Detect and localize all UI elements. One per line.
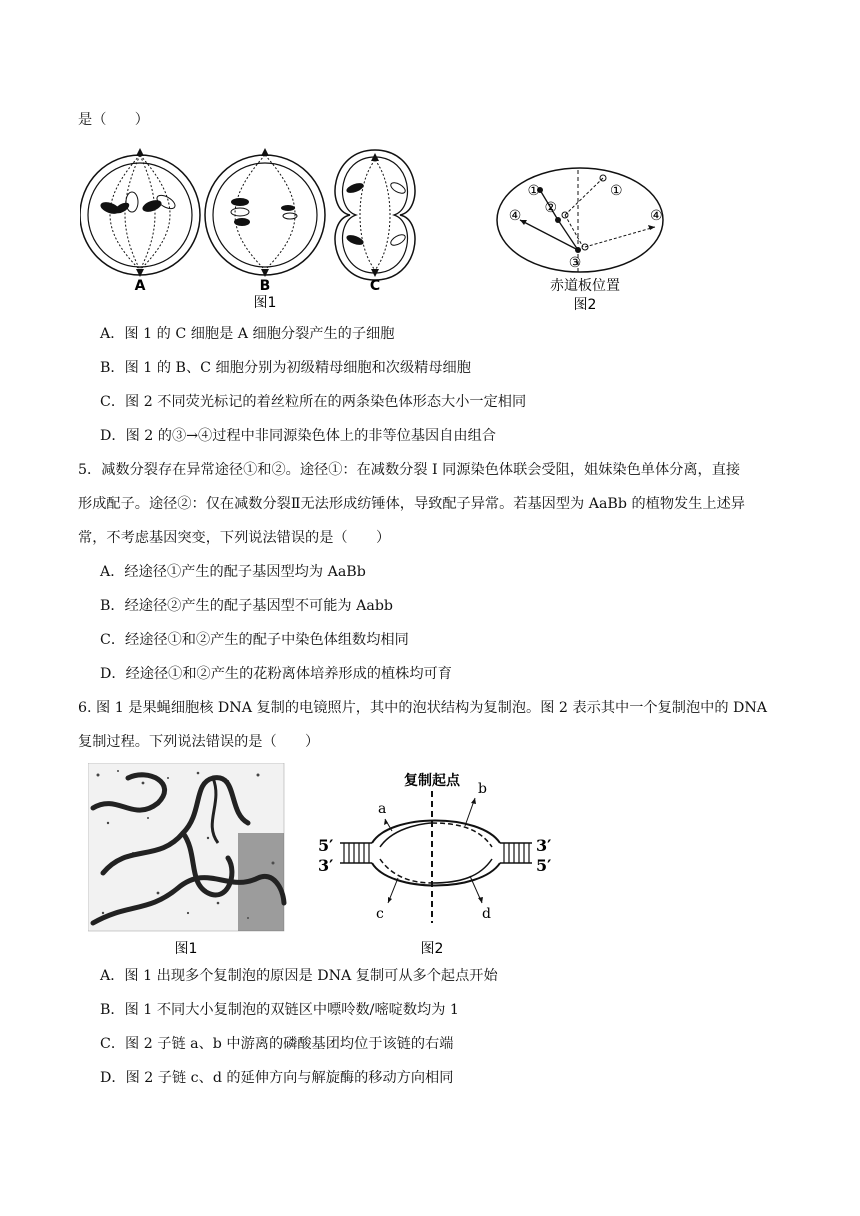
strand-b-label: b xyxy=(478,781,487,797)
q4-stem-tail: 是（ ） xyxy=(78,112,149,128)
q6-stem-line-2: 复制过程。下列说法错误的是（ ） xyxy=(78,734,320,750)
q5-option-c: C．经途径①和②产生的配子中染色体组数均相同 xyxy=(100,632,409,648)
q4-option-b: B．图 1 的 B、C 细胞分别为初级精母细胞和次级精母细胞 xyxy=(100,360,471,376)
strand-d-label: d xyxy=(482,906,491,922)
q6-option-d: D．图 2 子链 c、d 的延伸方向与解旋酶的移动方向相同 xyxy=(100,1070,454,1086)
cell-a-label: A xyxy=(134,278,146,294)
cell-b-label: B xyxy=(259,278,271,294)
q6-figure1-em-photo xyxy=(88,763,288,958)
q6-figure2-replication-bubble xyxy=(310,763,560,958)
q5-stem-line-3: 常，不考虑基因突变，下列说法错误的是（ ） xyxy=(78,530,391,546)
q4-fig2-caption: 图2 xyxy=(573,297,597,313)
q5-stem-line-2: 形成配子。途径②：仅在减数分裂Ⅱ无法形成纺锤体，导致配子异常。若基因型为 AaBb 的植物发生上述异 xyxy=(78,496,745,512)
marker-2: ② xyxy=(544,200,557,216)
strand-a-label: a xyxy=(378,801,387,817)
q4-figure2 xyxy=(495,165,695,315)
q4-option-a: A．图 1 的 C 细胞是 A 细胞分裂产生的子细胞 xyxy=(100,326,395,342)
marker-1: ① xyxy=(527,183,540,199)
q6-option-a: A．图 1 出现多个复制泡的原因是 DNA 复制可从多个起点开始 xyxy=(100,968,498,984)
right-bottom-end: 5′ xyxy=(536,856,552,875)
q4-option-d: D．图 2 的③→④过程中非同源染色体上的非等位基因自由组合 xyxy=(100,428,496,444)
equatorial-plate-label: 赤道板位置 xyxy=(550,278,620,294)
left-top-end: 5′ xyxy=(318,836,334,855)
cell-b xyxy=(205,148,325,277)
q6-option-c: C．图 2 子链 a、b 中游离的磷酸基团均位于该链的右端 xyxy=(100,1036,454,1052)
cell-c xyxy=(335,150,415,280)
marker-3: ③ xyxy=(568,255,582,271)
q6-fig2-caption: 图2 xyxy=(420,941,444,957)
right-top-end: 3′ xyxy=(536,836,552,855)
q6-fig1-caption: 图1 xyxy=(174,941,198,957)
strand-c-label: c xyxy=(376,906,384,922)
q6-option-b: B．图 1 不同大小复制泡的双链区中嘌呤数/嘧啶数均为 1 xyxy=(100,1002,459,1018)
marker-4b: ④ xyxy=(650,208,663,224)
q5-option-d: D．经途径①和②产生的花粉离体培养形成的植株均可育 xyxy=(100,666,452,682)
q6-stem-line-1: 6. 图 1 是果蝇细胞核 DNA 复制的电镜照片，其中的泡状结构为复制泡。图 2 表示其中一个复制泡中的 DNA xyxy=(78,700,768,716)
marker-1b: ① xyxy=(610,183,623,199)
q5-option-b: B．经途径②产生的配子基因型不可能为 Aabb xyxy=(100,598,393,614)
origin-label: 复制起点 xyxy=(404,773,460,789)
q5-stem-line-1: 5．减数分裂存在异常途径①和②。途径①：在减数分裂 I 同源染色体联会受阻，姐妹染色单体分离，直接 xyxy=(78,462,741,478)
marker-4: ④ xyxy=(508,208,522,224)
cell-a xyxy=(80,148,200,277)
q5-option-a: A．经途径①产生的配子基因型均为 AaBb xyxy=(100,564,366,580)
q4-fig1-caption: 图1 xyxy=(253,295,277,310)
q4-option-c: C．图 2 不同荧光标记的着丝粒所在的两条染色体形态大小一定相同 xyxy=(100,394,527,410)
q4-figure1 xyxy=(80,140,440,310)
cell-c-label: C xyxy=(369,278,381,294)
left-bottom-end: 3′ xyxy=(318,856,334,875)
